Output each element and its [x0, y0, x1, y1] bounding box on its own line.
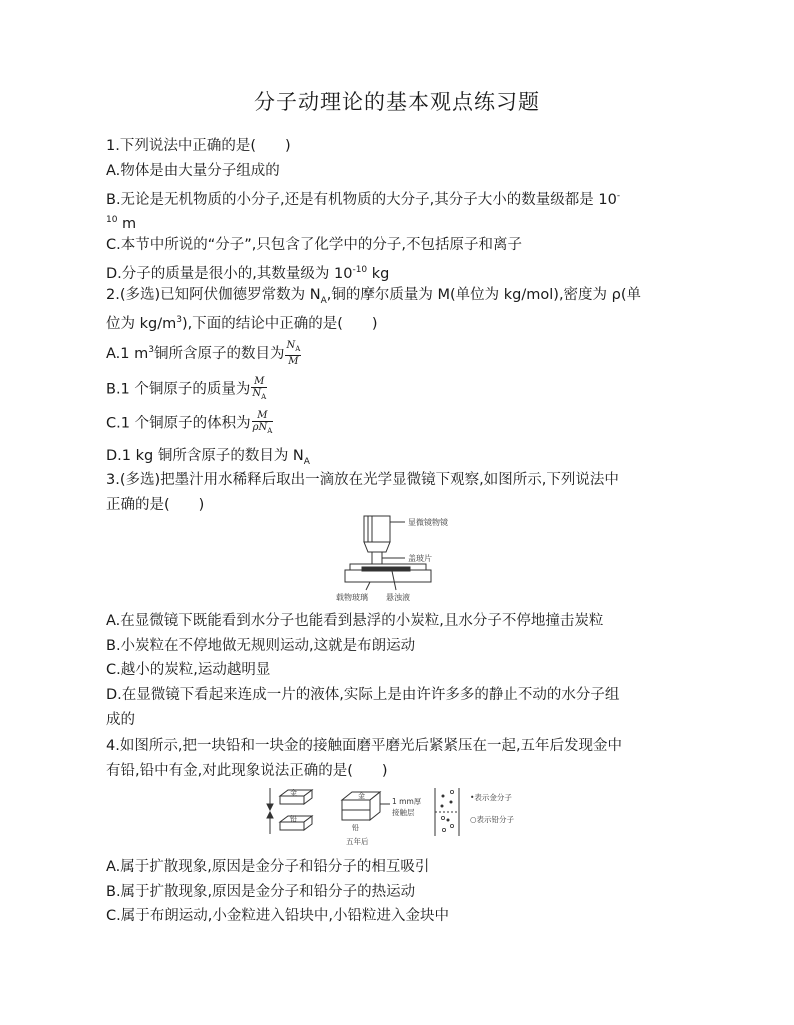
q1-option-b-cont: $^{10}$ m: [106, 215, 137, 232]
label-layer-1: 1 mm厚: [392, 797, 422, 806]
q2-option-a: A.1 $m^3$铜所含原子的数目为 $\frac{N_A}{M}$: [106, 340, 301, 368]
q1-option-d: D.分子的质量是很小的,其数量级为 $10^{-10}$ kg: [106, 265, 390, 282]
q3-option-d-line2: 成的: [106, 712, 135, 728]
q4-option-b: B.属于扩散现象,原因是金分子和铅分子的热运动: [106, 884, 416, 900]
label-layer-2: 接触层: [392, 808, 415, 817]
q3-option-b: B.小炭粒在不停地做无规则运动,这就是布朗运动: [106, 638, 416, 654]
q3-stem-line2: 正确的是( ): [106, 497, 205, 513]
q2-option-c: C.1 个铜原子的体积为 $\frac{M}{\rho N_A}$: [106, 410, 273, 435]
label-five-years: 五年后: [346, 837, 369, 846]
page-title: 分子动理论的基本观点练习题: [254, 90, 540, 114]
q4-option-c: C.属于布朗运动,小金粒进入铅块中,小铅粒进入金块中: [106, 908, 449, 924]
q4-stem-line2: 有铅,铅中有金,对此现象说法正确的是( ): [106, 763, 388, 779]
q3-option-a: A.在显微镜下既能看到水分子也能看到悬浮的小炭粒,且水分子不停地撞击炭粒: [106, 613, 604, 629]
fraction-na-over-m: $\frac{N_A}{M}$: [286, 340, 301, 368]
q3-option-d-line1: D.在显微镜下看起来连成一片的液体,实际上是由许许多多的静止不动的水分子组: [106, 687, 620, 703]
label-slide: 载物玻璃: [336, 593, 368, 602]
microscope-figure: [330, 512, 500, 606]
legend-lead: ○表示铅分子: [470, 815, 515, 824]
q4-option-a: A.属于扩散现象,原因是金分子和铅分子的相互吸引: [106, 859, 430, 875]
q4-stem-line1: 4.如图所示,把一块铅和一块金的接触面磨平磨光后紧紧压在一起,五年后发现金中: [106, 738, 623, 754]
fraction-m-over-rho-na: $\frac{M}{\rho N_A}$: [252, 410, 273, 435]
q1-option-c: C.本节中所说的“分子”,只包含了化学中的分子,不包括原子和离子: [106, 237, 522, 253]
label-cover-glass: 盖玻片: [408, 554, 432, 563]
q2-option-d: D.1 kg 铜所含原子的数目为 $N_A$: [106, 448, 310, 467]
label-gold: 金: [290, 789, 297, 797]
q2-stem-line1: 2.(多选)已知阿伏伽德罗常数为 $N_A$,铜的摩尔质量为 M(单位为 kg/mol),密度为 ρ(单: [106, 287, 642, 306]
label-gold-after: 金: [358, 792, 365, 800]
label-objective: 显微镜物镜: [408, 518, 448, 527]
legend-gold: •表示金分子: [470, 793, 512, 802]
q3-option-c: C.越小的炭粒,运动越明显: [106, 662, 271, 678]
q2-stem-line2: 位为 $kg/m^3$),下面的结论中正确的是( ): [106, 315, 378, 332]
q1-stem: 1.下列说法中正确的是( ): [106, 138, 291, 154]
fraction-m-over-na: $\frac{M}{N_A}$: [252, 376, 267, 401]
q1-option-b: B.无论是无机物质的小分子,还是有机物质的大分子,其分子大小的数量级都是 10-: [106, 191, 621, 208]
q1-option-a: A.物体是由大量分子组成的: [106, 163, 280, 179]
label-lead: 铅: [290, 815, 297, 823]
q2-option-b: B.1 个铜原子的质量为 $\frac{M}{N_A}$: [106, 376, 267, 401]
label-suspension: 悬浊液: [386, 593, 410, 602]
diffusion-figure: [262, 784, 542, 850]
label-lead-after: 铅: [352, 824, 359, 832]
q3-stem-line1: 3.(多选)把墨汁用水稀释后取出一滴放在光学显微镜下观察,如图所示,下列说法中: [106, 472, 619, 488]
